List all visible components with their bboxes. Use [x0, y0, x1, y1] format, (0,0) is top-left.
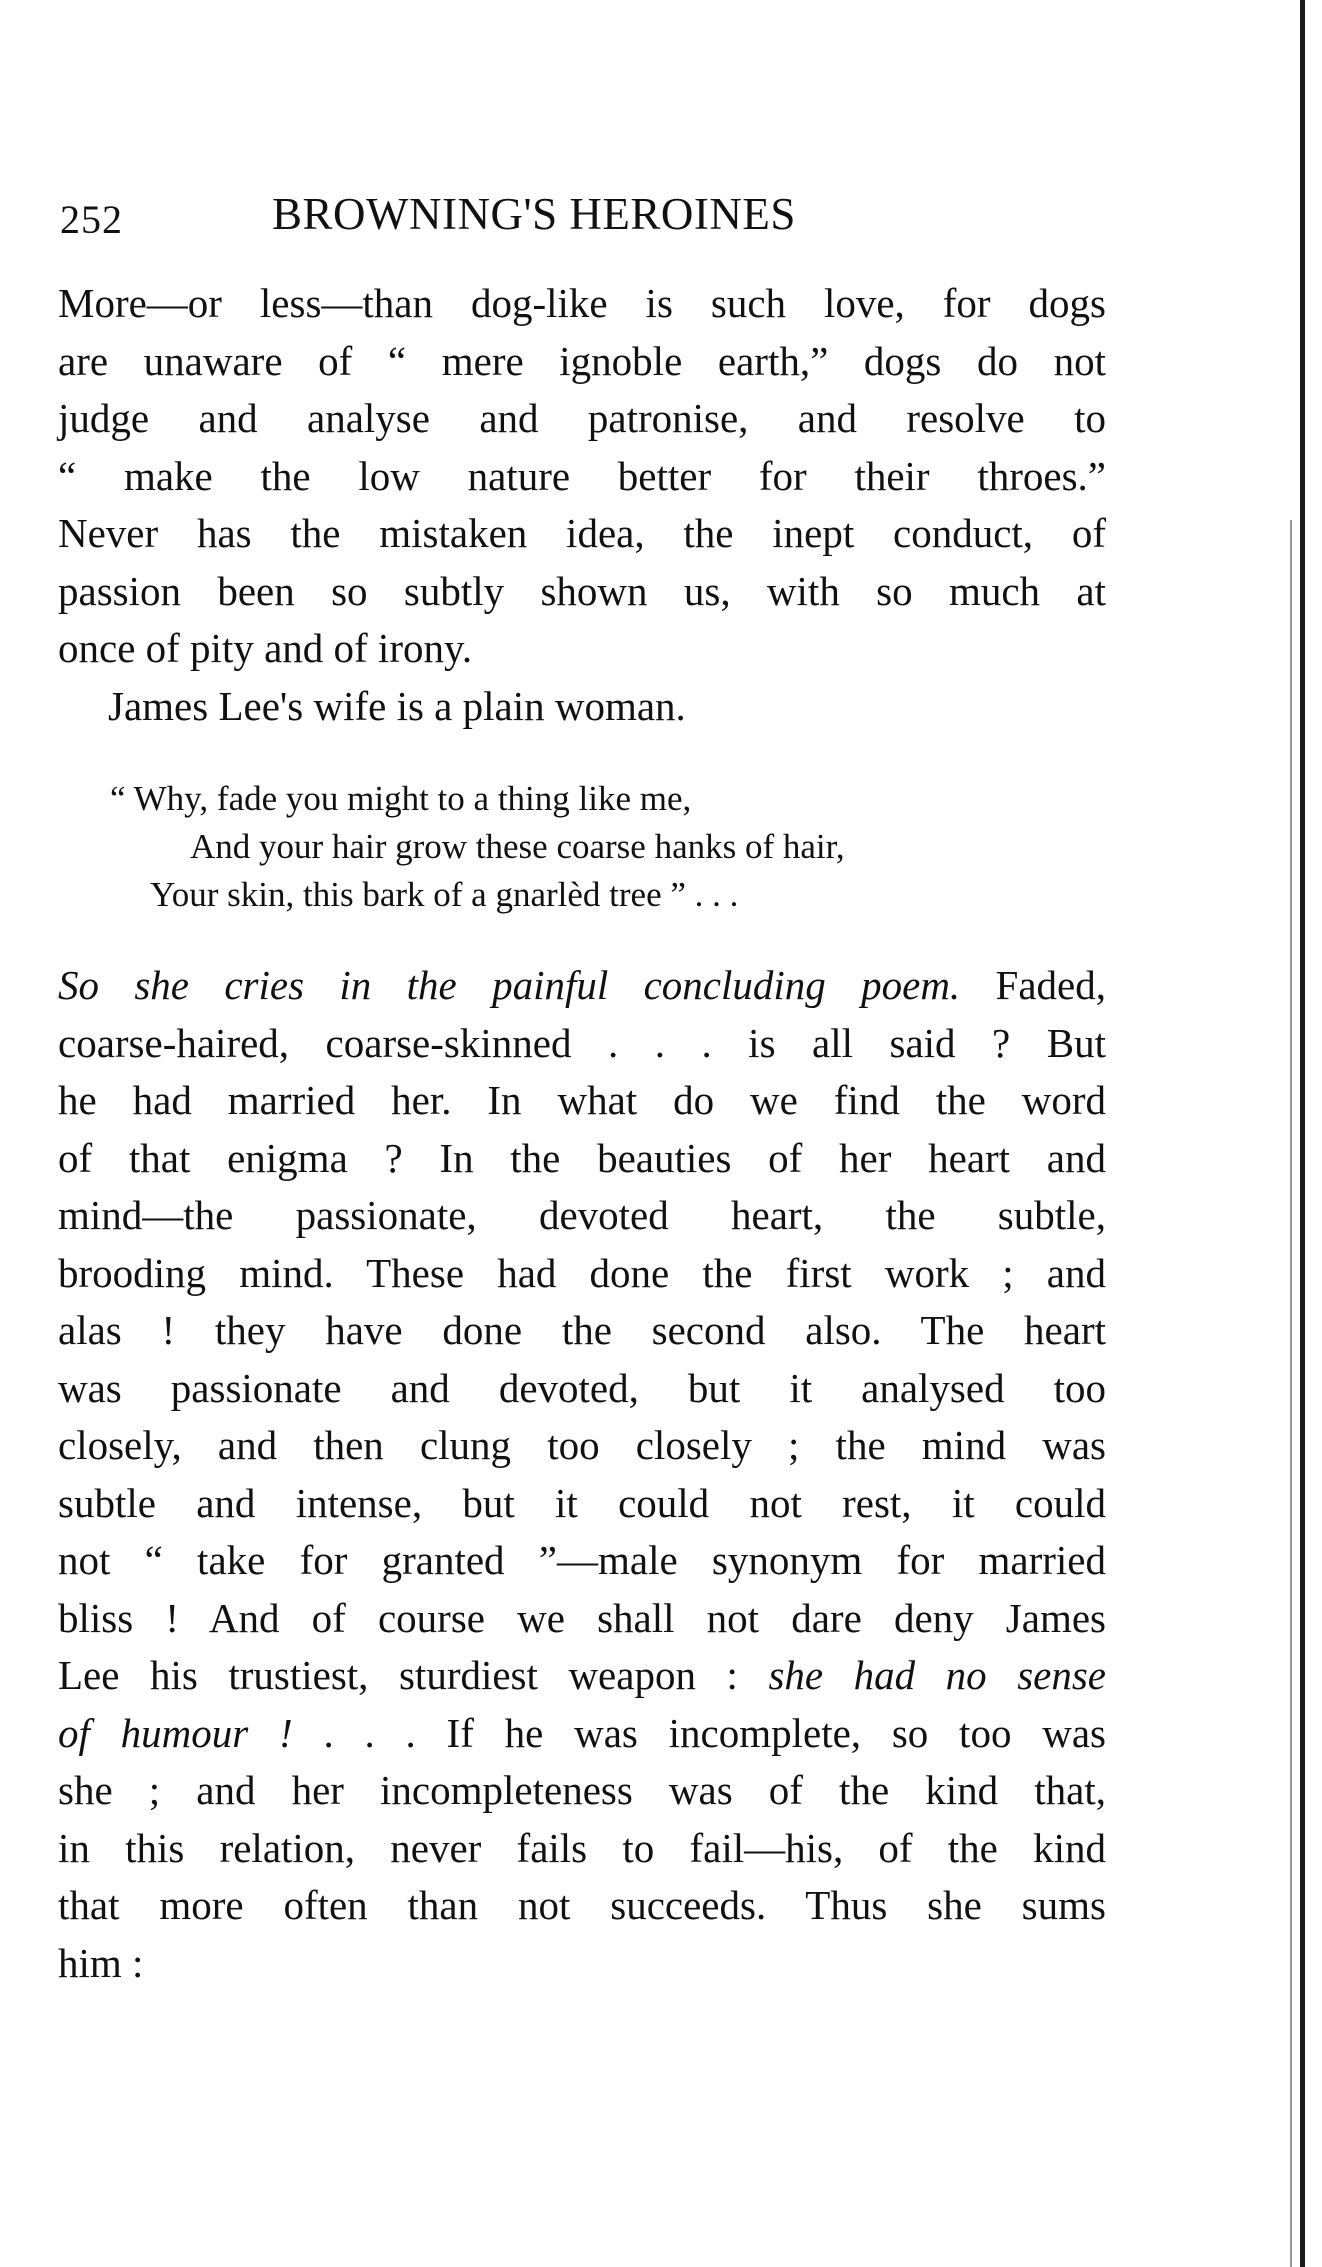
text-line: brooding mind. These had done the first work ; and [58, 1249, 1106, 1296]
text-line: passion been so subtly shown us, with so much at [58, 567, 1106, 614]
text-line: Never has the mistaken idea, the inept conduct, of [58, 510, 1106, 556]
verse-line: “ Why, fade you might to a thing like me, [110, 779, 692, 818]
text-line [58, 1647, 1106, 1705]
text-line: “ make the low nature better for their throes.” [58, 452, 1106, 499]
text-line: was passionate and devoted, but it analysed too [58, 1364, 1106, 1411]
text-line: More—or less—than dog-like is such love, for dogs [58, 280, 1106, 326]
text-line: subtle and intense, but it could not rest, it could [58, 1479, 1106, 1526]
paragraph-3 [58, 957, 1106, 1992]
running-title: BROWNING'S HEROINES [272, 189, 796, 239]
italic-text: she had no sense [768, 1652, 1107, 1698]
text-line: closely, and then clung too closely ; the mind was [58, 1422, 1106, 1468]
text-line: in this relation, never fails to fail—his, of the kind [58, 1824, 1106, 1871]
text-line: she ; and her incompleteness was of the kind that, [58, 1767, 1106, 1813]
page-header [60, 188, 1100, 248]
text-fragment: . . . If he was incomplete, so too was [323, 1709, 1106, 1756]
text-line: mind—the passionate, devoted heart, the subtle, [58, 1192, 1106, 1238]
verse-line: Your skin, this bark of a gnarlèd tree ” . . . [150, 875, 739, 914]
italic-text: of humour ! [58, 1709, 293, 1756]
text-line: coarse-haired, coarse-skinned . . . is all said ? But [58, 1019, 1106, 1066]
text-line: him : [58, 1939, 144, 1986]
text-line: bliss ! And of course we shall not dare deny James [58, 1594, 1106, 1641]
text-line: of that enigma ? In the beauties of her heart and [58, 1134, 1106, 1181]
text-line: judge and analyse and patronise, and resolve to [58, 395, 1106, 441]
text-line: alas ! they have done the second also. The heart [58, 1307, 1106, 1353]
text-line: that more often than not succeeds. Thus she sums [58, 1882, 1106, 1928]
page-edge-shadow [1290, 520, 1292, 2267]
text-line: once of pity and of irony. [58, 625, 473, 671]
paragraph-1 [58, 275, 1106, 735]
page-number: 252 [60, 197, 123, 242]
text-line [58, 1705, 1106, 1763]
text-fragment: Faded, [995, 962, 1106, 1008]
text-line: he had married her. In what do we find the word [58, 1077, 1106, 1123]
italic-text: So she cries in the painful concluding poem. [58, 962, 961, 1008]
paragraph-2: James Lee's wife is a plain woman. [108, 682, 686, 729]
verse-quotation [110, 775, 1040, 919]
page-edge-rule [1300, 0, 1305, 2267]
text-line: are unaware of “ mere ignoble earth,” dogs do not [58, 337, 1106, 384]
text-line: not “ take for granted ”—male synonym for married [58, 1537, 1106, 1583]
text-fragment: Lee his trustiest, sturdiest weapon : [58, 1652, 738, 1698]
verse-line: And your hair grow these coarse hanks of hair, [190, 827, 845, 866]
text-line [58, 957, 1106, 1015]
